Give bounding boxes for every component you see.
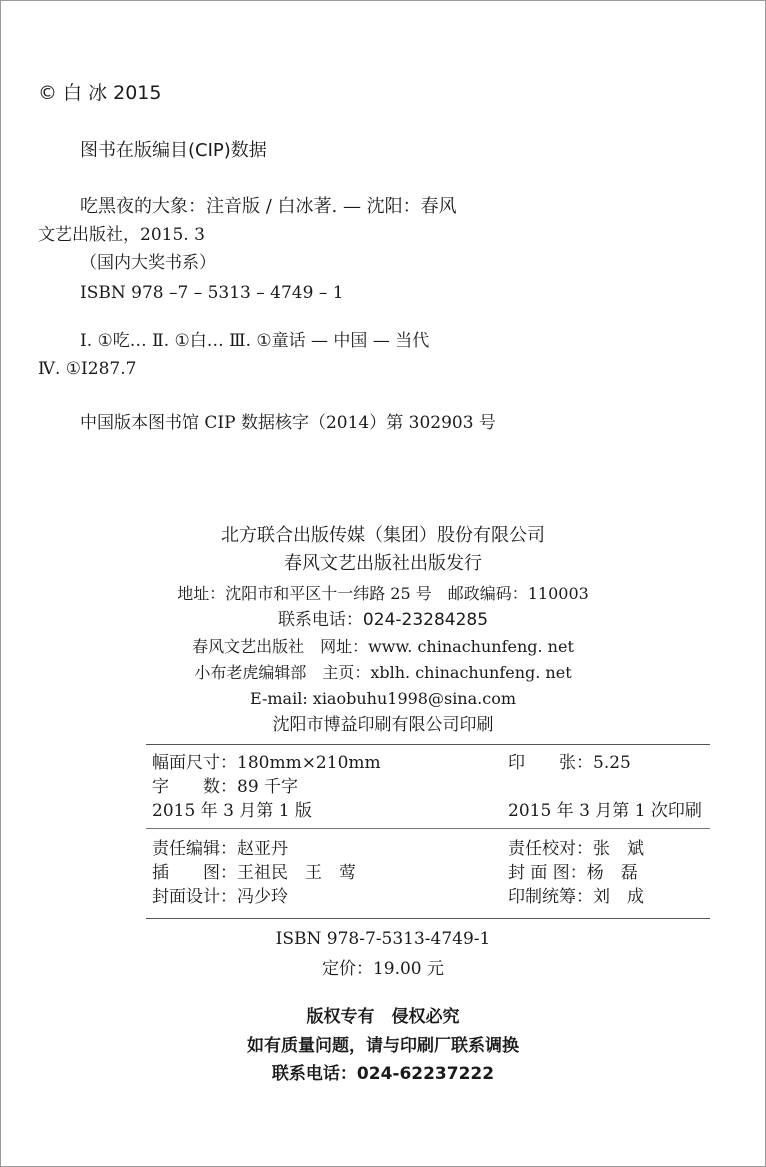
credit-editor: 责任编辑：赵亚丹 [152, 839, 288, 859]
cip-classification-line: Ⅰ. ①吃… Ⅱ. ①白… Ⅲ. ①童话 — 中国 — 当代 [80, 331, 430, 351]
cip-class-number-line: Ⅳ. ①I287.7 [38, 359, 137, 379]
printer: 沈阳市博益印刷有限公司印刷 [272, 715, 494, 735]
cip-title-line: 吃黑夜的大象：注音版 / 白冰著. — 沈阳：春风 [80, 196, 457, 217]
publisher-phone: 联系电话：024-23284285 [277, 610, 489, 630]
service-phone: 联系电话：024-62237222 [271, 1064, 495, 1084]
specs-top-rule [146, 744, 710, 745]
credit-print-coordinator: 印制统筹：刘 成 [508, 887, 644, 907]
publisher-address: 地址：沈阳市和平区十一纬路 25 号 邮政编码：110003 [177, 584, 589, 603]
credit-illustrator: 插 图：王祖民 王 莺 [152, 863, 356, 883]
spec-edition: 2015 年 3 月第 1 版 [152, 801, 312, 821]
spec-printing: 2015 年 3 月第 1 次印刷 [508, 801, 702, 821]
spec-sheets: 印 张：5.25 [508, 753, 631, 773]
cip-series-line: （国内大奖书系） [80, 253, 216, 273]
publisher-homepage: 小布老虎编辑部 主页：xblh. chinachunfeng. net [194, 663, 572, 682]
credit-cover-art: 封 面 图：杨 磊 [508, 863, 638, 883]
cip-isbn-line: ISBN 978 –7 – 5313 – 4749 – 1 [80, 283, 344, 303]
cip-heading: 图书在版编目(CIP)数据 [80, 140, 267, 161]
specs-bottom-rule [146, 918, 710, 919]
specs-mid-rule [146, 828, 710, 829]
price: 定价：19.00 元 [321, 959, 445, 979]
publisher-website: 春风文艺出版社 网址：www. chinachunfeng. net [192, 637, 574, 656]
publisher-house: 春风文艺出版社出版发行 [284, 553, 482, 574]
cip-publisher-line: 文艺出版社，2015. 3 [38, 225, 205, 245]
copyright-line: © 白 冰 2015 [38, 82, 162, 104]
credit-cover-design: 封面设计：冯少玲 [152, 887, 288, 907]
isbn-footer: ISBN 978-7-5313-4749-1 [275, 929, 491, 949]
spec-format: 幅面尺寸：180mm×210mm [152, 753, 381, 773]
quality-notice: 如有质量问题，请与印刷厂联系调换 [247, 1036, 519, 1056]
publisher-email: E-mail: xiaobuhu1998@sina.com [249, 689, 516, 708]
cip-verification-line: 中国版本图书馆 CIP 数据核字（2014）第 302903 号 [80, 413, 496, 433]
credit-proofreader: 责任校对：张 斌 [508, 839, 644, 859]
publisher-group: 北方联合出版传媒（集团）股份有限公司 [221, 525, 545, 546]
rights-reserved: 版权专有 侵权必究 [306, 1007, 460, 1027]
spec-word-count: 字 数：89 千字 [152, 777, 299, 797]
